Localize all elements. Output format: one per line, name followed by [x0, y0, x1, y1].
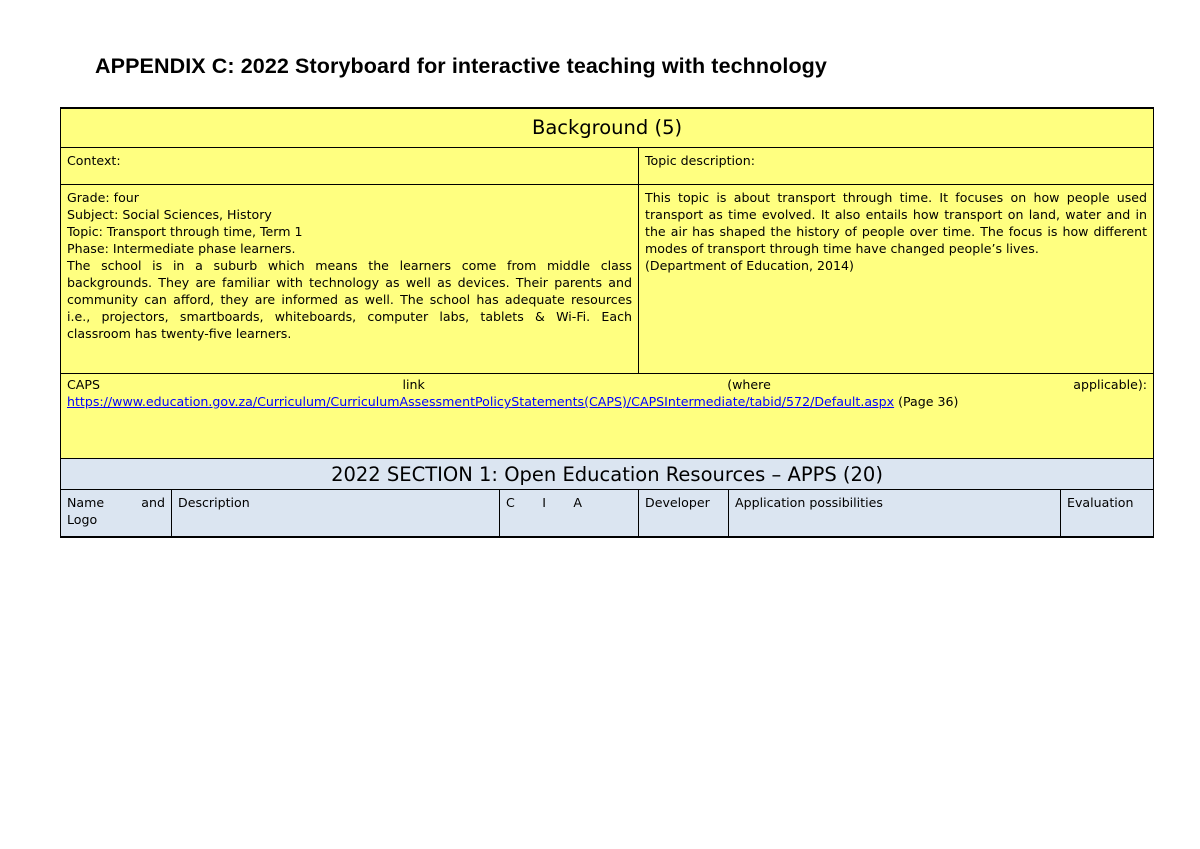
applicable-word: applicable): [1073, 377, 1148, 392]
topic-paragraph: This topic is about transport through time. It focuses on how people used transport as time evolved. It also entails how transport on land, water and in the air has shaped the history of people over time. The focus is how different modes of transport through time have changed people’s lives. [645, 190, 1148, 256]
caps-cell [61, 374, 1154, 459]
col-cia [500, 490, 639, 538]
subject-line: Subject: Social Sciences, History [67, 207, 272, 222]
context-paragraph: The school is in a suburb which means the learners come from middle class backgrounds. They are familiar with technology as well as devices. Their parents and community can afford, they are informed as well. The school has adequate resources i.e., projectors, smartboards, whiteboards, computer labs, tablets & Wi-Fi. Each classroom has twenty-five learners. [67, 258, 632, 341]
background-header-row [61, 108, 1154, 148]
context-cell [61, 185, 639, 374]
topic-line: Topic: Transport through time, Term 1 [67, 224, 303, 239]
col-a: A [573, 495, 582, 510]
caps-label-line [67, 376, 1147, 393]
section1-heading: 2022 SECTION 1: Open Education Resources – APPS (20) [61, 459, 1154, 490]
topic-description-cell [639, 185, 1154, 374]
caps-url-link[interactable]: https://www.education.gov.za/Curriculum/CurriculumAssessmentPolicyStatements(CAPS)/CAPSIntermediate/tabid/572/Default.aspx [67, 394, 895, 409]
caps-row [61, 374, 1154, 459]
grade-line: Grade: four [67, 190, 139, 205]
context-label: Context: [61, 148, 639, 185]
col-and-word: and [141, 495, 165, 510]
background-heading: Background (5) [61, 108, 1154, 148]
page-title: APPENDIX C: 2022 Storyboard for interactive teaching with technology [95, 54, 827, 78]
section1-columns-row [61, 490, 1154, 538]
background-label-row [61, 148, 1154, 185]
where-word: (where [727, 377, 771, 392]
col-description: Description [172, 490, 500, 538]
section1-header-row [61, 459, 1154, 490]
col-application-possibilities: Application possibilities [729, 490, 1061, 538]
caps-page-ref: (Page 36) [894, 394, 959, 409]
phase-line: Phase: Intermediate phase learners. [67, 241, 296, 256]
link-word: link [402, 377, 425, 392]
caps-link-line [67, 393, 1147, 410]
col-developer: Developer [639, 490, 729, 538]
col-i: I [542, 495, 546, 510]
background-content-row [61, 185, 1154, 374]
col-name-word: Name [67, 495, 105, 510]
storyboard-table [60, 107, 1154, 538]
col-c: C [506, 495, 515, 510]
col-name-logo [61, 490, 172, 538]
topic-description-label: Topic description: [639, 148, 1154, 185]
caps-word: CAPS [67, 377, 100, 392]
col-evaluation: Evaluation [1061, 490, 1154, 538]
col-logo-word: Logo [67, 512, 98, 527]
topic-citation: (Department of Education, 2014) [645, 258, 854, 273]
